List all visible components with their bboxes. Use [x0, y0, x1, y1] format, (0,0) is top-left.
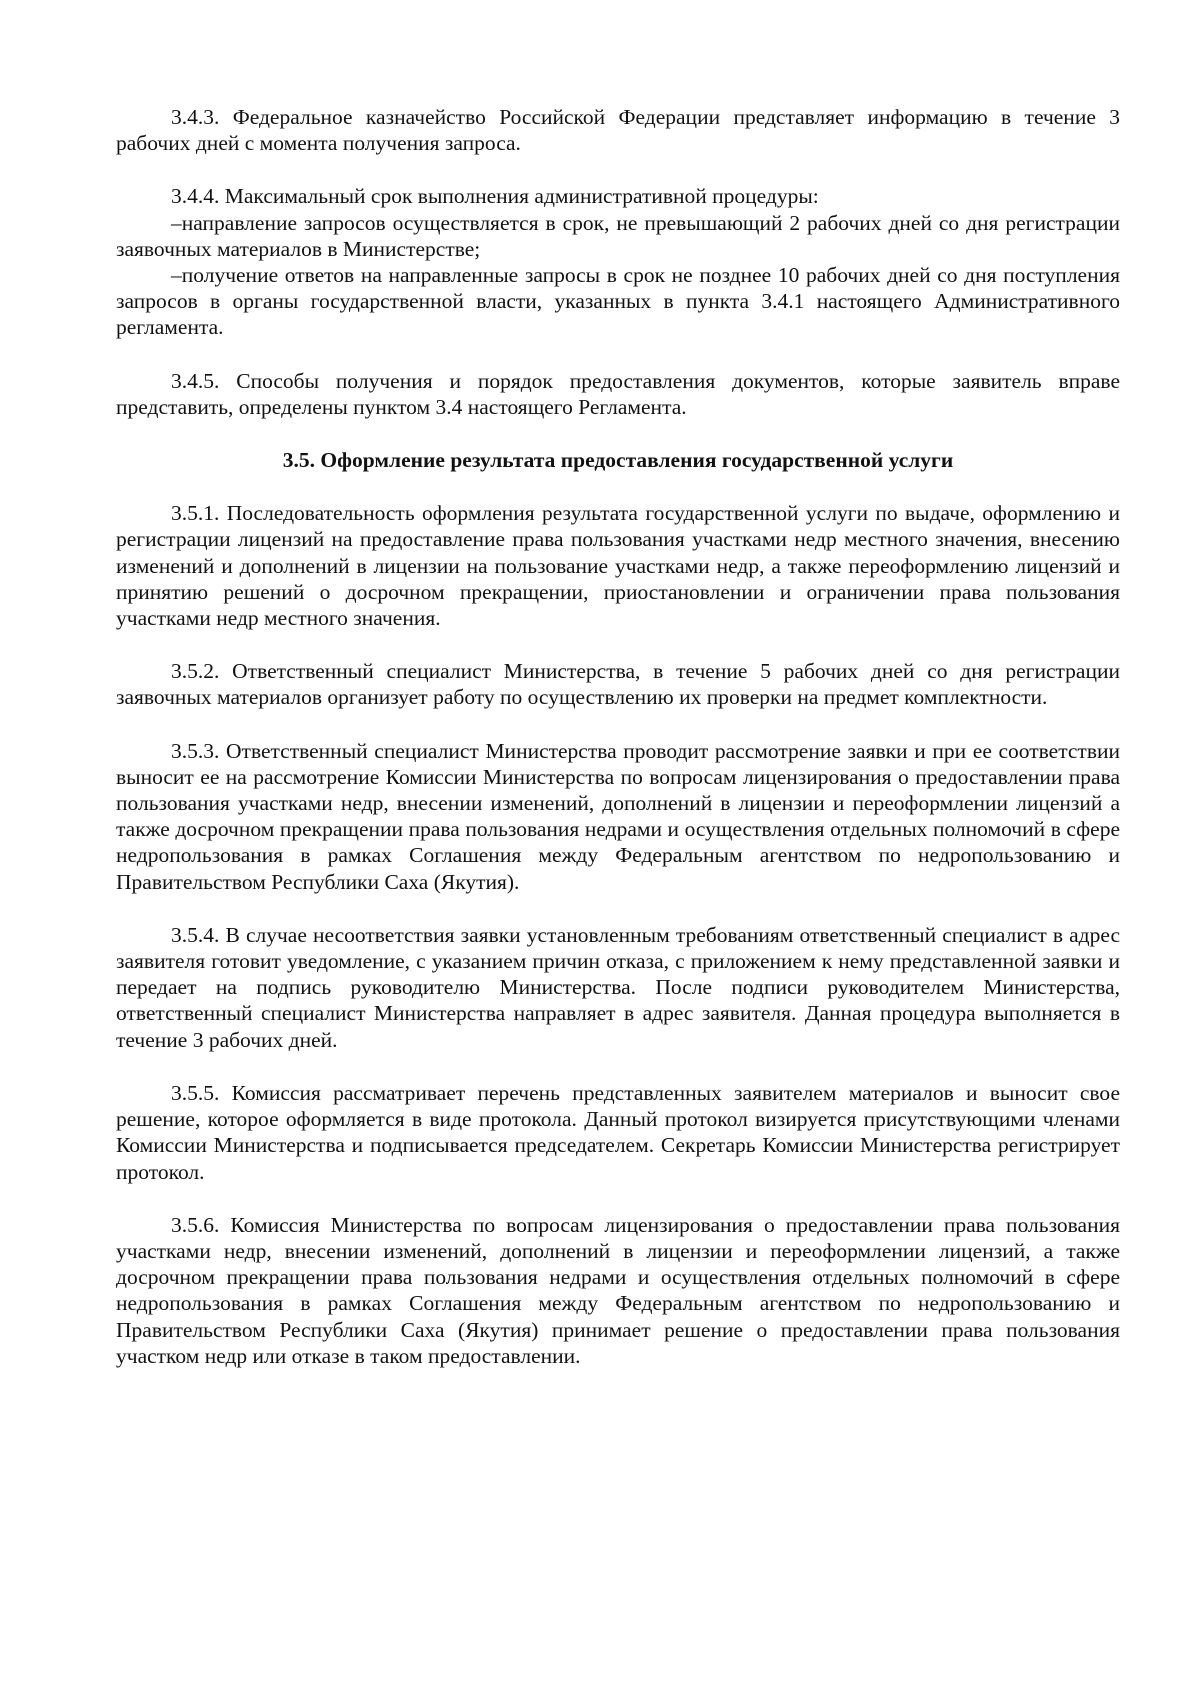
paragraph-3-5-5: 3.5.5. Комиссия рассматривает перечень представленных заявителем материалов и выносит свое решение, которое оформляется в виде протокола. Данный протокол визируется присутствующими членами Комиссии Министерства и подписывается председателем. Секретарь Комиссии Министерства регистрирует протокол. [116, 1080, 1120, 1184]
paragraph-3-5-1: 3.5.1. Последовательность оформления результата государственной услуги по выдаче, оформлению и регистрации лицензий на предоставление права пользования участками недр местного значения, внесению изменений и дополнений в лицензии на пользование участками недр, а также переоформлению лицензий и принятию решений о досрочном прекращении, приостановлении и ограничении права пользования участками недр местного значения. [116, 501, 1120, 631]
paragraph-3-4-5: 3.4.5. Способы получения и порядок предоставления документов, которые заявитель вправе представить, определены пунктом 3.4 настоящего Регламента. [116, 368, 1120, 419]
paragraph-3-5-2: 3.5.2. Ответственный специалист Министерства, в течение 5 рабочих дней со дня регистрации заявочных материалов организует работу по осуществлению их проверки на предмет комплектности. [116, 659, 1120, 710]
paragraph-3-5-4: 3.5.4. В случае несоответствия заявки установленным требованиям ответственный специалист в адрес заявителя готовит уведомление, с указанием причин отказа, с приложением к нему представленной заявки и передает на подпись руководителю Министерства. После подписи руководителем Министерства, ответственный специалист Министерства направляет в адрес заявителя. Данная процедура выполняется в течение 3 рабочих дней. [116, 922, 1120, 1052]
paragraph-3-5-3: 3.5.3. Ответственный специалист Министерства проводит рассмотрение заявки и при ее соответствии выносит ее на рассмотрение Комиссии Министерства по вопросам лицензирования о предоставлении права пользования участками недр, внесении изменений, дополнений в лицензии и переоформлении лицензий а также досрочном прекращении права пользования недрами и осуществления отдельных полномочий в сфере недропользования в рамках Соглашения между Федеральным агентством по недропользованию и Правительством Республики Саха (Якутия). [116, 738, 1120, 894]
paragraph-3-5-6: 3.5.6. Комиссия Министерства по вопросам лицензирования о предоставлении права пользования участками недр, внесении изменений, дополнений в лицензии и переоформлении лицензий, а также досрочном прекращении права пользования недрами и осуществления отдельных полномочий в сфере недропользования в рамках Соглашения между Федеральным агентством по недропользованию и Правительством Республики Саха (Якутия) принимает решение о предоставлении права пользования участком недр или отказе в таком предоставлении. [116, 1212, 1120, 1368]
paragraph-3-4-4: 3.4.4. Максимальный срок выполнения административной процедуры: [171, 184, 819, 209]
list-item: –направление запросов осуществляется в срок, не превышающий 2 рабочих дней со дня регистрации заявочных материалов в Министерстве; [116, 210, 1120, 261]
section-heading-3-5: 3.5. Оформление результата предоставления государственной услуги [282, 448, 954, 473]
list-item: –получение ответов на направленные запросы в срок не позднее 10 рабочих дней со дня поступления запросов в органы государственной власти, указанных в пункта 3.4.1 настоящего Административного регламента. [116, 263, 1120, 340]
paragraph-3-4-3: 3.4.3. Федеральное казначейство Российской Федерации представляет информацию в течение 3 рабочих дней с момента получения запроса. [116, 105, 1120, 156]
document-page [116, 104, 1120, 1396]
